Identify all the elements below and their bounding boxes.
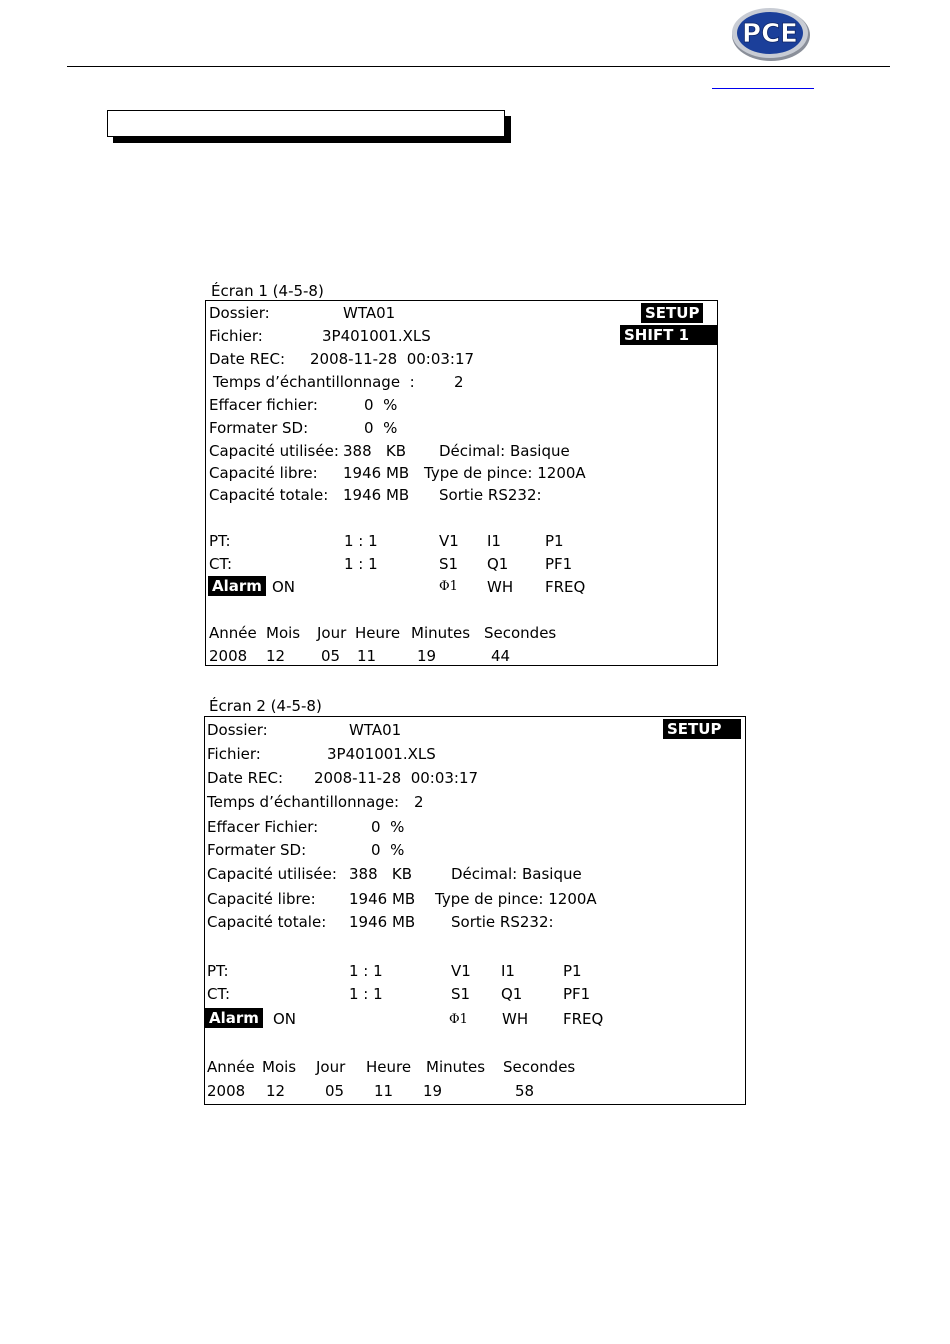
screen1-pt-label: PT: xyxy=(209,532,231,550)
screen2-param-i1: I1 xyxy=(501,962,515,980)
screen2-caption: Écran 2 (4-5-8) xyxy=(209,697,322,715)
screen2-dossier-value: WTA01 xyxy=(349,721,402,739)
screen2-hdr-heure: Heure xyxy=(366,1058,412,1076)
screen2-hdr-jour: Jour xyxy=(316,1058,346,1076)
screen2-param-freq: FREQ xyxy=(563,1010,604,1028)
screen1-param-p1: P1 xyxy=(545,532,564,550)
screen1-hdr-secondes: Secondes xyxy=(484,624,557,642)
screen1-hdr-minutes: Minutes xyxy=(411,624,471,642)
screen2-cap-util-label: Capacité utilisée: xyxy=(207,865,337,883)
screen1-dossier-value: WTA01 xyxy=(343,304,396,322)
screen2-val-annee: 2008 xyxy=(207,1082,246,1100)
screen1-cap-util-label: Capacité utilisée: xyxy=(209,442,339,460)
screen2-dossier-label: Dossier: xyxy=(207,721,268,739)
screen2-setup-badge: SETUP xyxy=(663,719,741,739)
screen1-param-wh: WH xyxy=(487,578,514,596)
screen2-temps-value: 2 xyxy=(414,793,424,811)
screen2-fichier-label: Fichier: xyxy=(207,745,261,763)
section-title-box xyxy=(107,110,505,137)
screen2 xyxy=(204,716,746,1105)
screen2-formater-value: 0 % xyxy=(371,841,405,859)
screen1-date-value: 2008-11-28 00:03:17 xyxy=(310,350,475,368)
screen1-pt-value: 1 : 1 xyxy=(344,532,378,550)
screen1-temps-value: 2 xyxy=(454,373,464,391)
screen1-ct-value: 1 : 1 xyxy=(344,555,378,573)
screen2-pt-value: 1 : 1 xyxy=(349,962,383,980)
screen2-rs232: Sortie RS232: xyxy=(451,913,554,931)
screen2-ct-label: CT: xyxy=(207,985,231,1003)
screen1-decimal: Décimal: Basique xyxy=(439,442,570,460)
screen1-val-annee: 2008 xyxy=(209,647,248,665)
screen2-param-s1: S1 xyxy=(451,985,471,1003)
screen1-cap-totale-value: 1946 MB xyxy=(343,486,410,504)
screen2-pince: Type de pince: 1200A xyxy=(435,890,597,908)
screen2-alarm-badge: Alarm xyxy=(205,1008,263,1028)
screen2-val-minutes: 19 xyxy=(423,1082,443,1100)
screen1-caption: Écran 1 (4-5-8) xyxy=(211,282,324,300)
logo-text: PCE xyxy=(742,19,798,49)
screen2-param-pf1: PF1 xyxy=(563,985,591,1003)
screen2-param-p1: P1 xyxy=(563,962,582,980)
header-link-underline[interactable] xyxy=(712,88,814,89)
screen1-dossier-label: Dossier: xyxy=(209,304,270,322)
screen1-rs232: Sortie RS232: xyxy=(439,486,542,504)
screen2-effacer-value: 0 % xyxy=(371,818,405,836)
screen1-alarm-badge: Alarm xyxy=(208,576,266,596)
screen1 xyxy=(205,300,718,666)
header-rule xyxy=(67,66,890,67)
screen2-fichier-value: 3P401001.XLS xyxy=(327,745,436,763)
screen2-hdr-mois: Mois xyxy=(262,1058,297,1076)
section-box-shadow xyxy=(113,137,511,143)
section-box-shadow-side xyxy=(505,116,511,143)
screen2-val-heure: 11 xyxy=(374,1082,394,1100)
screen2-val-mois: 12 xyxy=(266,1082,286,1100)
screen2-temps-label: Temps d’échantillonnage: xyxy=(207,793,400,811)
screen1-ct-label: CT: xyxy=(209,555,233,573)
screen1-val-mois: 12 xyxy=(266,647,286,665)
screen1-shift-badge: SHIFT 1 xyxy=(620,325,718,345)
screen1-cap-util-value: 388 KB xyxy=(343,442,407,460)
screen1-val-heure: 11 xyxy=(357,647,377,665)
screen2-param-phi1: Φ1 xyxy=(449,1012,468,1027)
screen2-pt-label: PT: xyxy=(207,962,229,980)
screen1-param-q1: Q1 xyxy=(487,555,509,573)
screen2-effacer-label: Effacer Fichier: xyxy=(207,818,319,836)
screen2-decimal: Décimal: Basique xyxy=(451,865,582,883)
screen2-val-jour: 05 xyxy=(325,1082,345,1100)
screen1-effacer-label: Effacer fichier: xyxy=(209,396,318,414)
screen2-formater-label: Formater SD: xyxy=(207,841,307,859)
screen1-val-secondes: 44 xyxy=(491,647,511,665)
screen1-effacer-value: 0 % xyxy=(364,396,398,414)
screen2-cap-util-value: 388 KB xyxy=(349,865,413,883)
screen2-ct-value: 1 : 1 xyxy=(349,985,383,1003)
screen2-val-secondes: 58 xyxy=(515,1082,535,1100)
screen1-cap-libre-value: 1946 MB xyxy=(343,464,410,482)
screen1-param-v1: V1 xyxy=(439,532,459,550)
screen1-hdr-annee: Année xyxy=(209,624,257,642)
pce-logo xyxy=(730,4,812,62)
screen1-alarm-value: ON xyxy=(272,578,296,596)
screen2-date-label: Date REC: xyxy=(207,769,284,787)
screen2-cap-totale-label: Capacité totale: xyxy=(207,913,327,931)
screen2-hdr-annee: Année xyxy=(207,1058,255,1076)
screen1-param-phi1: Φ1 xyxy=(439,579,458,594)
screen1-cap-totale-label: Capacité totale: xyxy=(209,486,329,504)
screen2-hdr-secondes: Secondes xyxy=(503,1058,576,1076)
screen1-formater-value: 0 % xyxy=(364,419,398,437)
screen1-fichier-label: Fichier: xyxy=(209,327,263,345)
screen1-param-i1: I1 xyxy=(487,532,501,550)
screen2-param-v1: V1 xyxy=(451,962,471,980)
screen2-cap-libre-value: 1946 MB xyxy=(349,890,416,908)
screen1-cap-libre-label: Capacité libre: xyxy=(209,464,318,482)
screen1-setup-badge: SETUP xyxy=(641,303,703,323)
screen1-param-pf1: PF1 xyxy=(545,555,573,573)
screen2-cap-libre-label: Capacité libre: xyxy=(207,890,316,908)
screen1-val-minutes: 19 xyxy=(417,647,437,665)
screen2-date-value: 2008-11-28 00:03:17 xyxy=(314,769,479,787)
screen1-param-freq: FREQ xyxy=(545,578,586,596)
screen1-param-s1: S1 xyxy=(439,555,459,573)
screen2-hdr-minutes: Minutes xyxy=(426,1058,486,1076)
screen2-alarm-value: ON xyxy=(273,1010,297,1028)
screen1-hdr-jour: Jour xyxy=(317,624,347,642)
screen2-cap-totale-value: 1946 MB xyxy=(349,913,416,931)
screen1-date-label: Date REC: xyxy=(209,350,286,368)
screen2-param-q1: Q1 xyxy=(501,985,523,1003)
screen1-formater-label: Formater SD: xyxy=(209,419,309,437)
screen1-val-jour: 05 xyxy=(321,647,341,665)
screen2-param-wh: WH xyxy=(502,1010,529,1028)
screen1-temps-label: Temps d’échantillonnage : xyxy=(213,373,415,391)
screen1-fichier-value: 3P401001.XLS xyxy=(322,327,431,345)
screen1-pince: Type de pince: 1200A xyxy=(424,464,586,482)
screen1-hdr-mois: Mois xyxy=(266,624,301,642)
screen1-hdr-heure: Heure xyxy=(355,624,401,642)
